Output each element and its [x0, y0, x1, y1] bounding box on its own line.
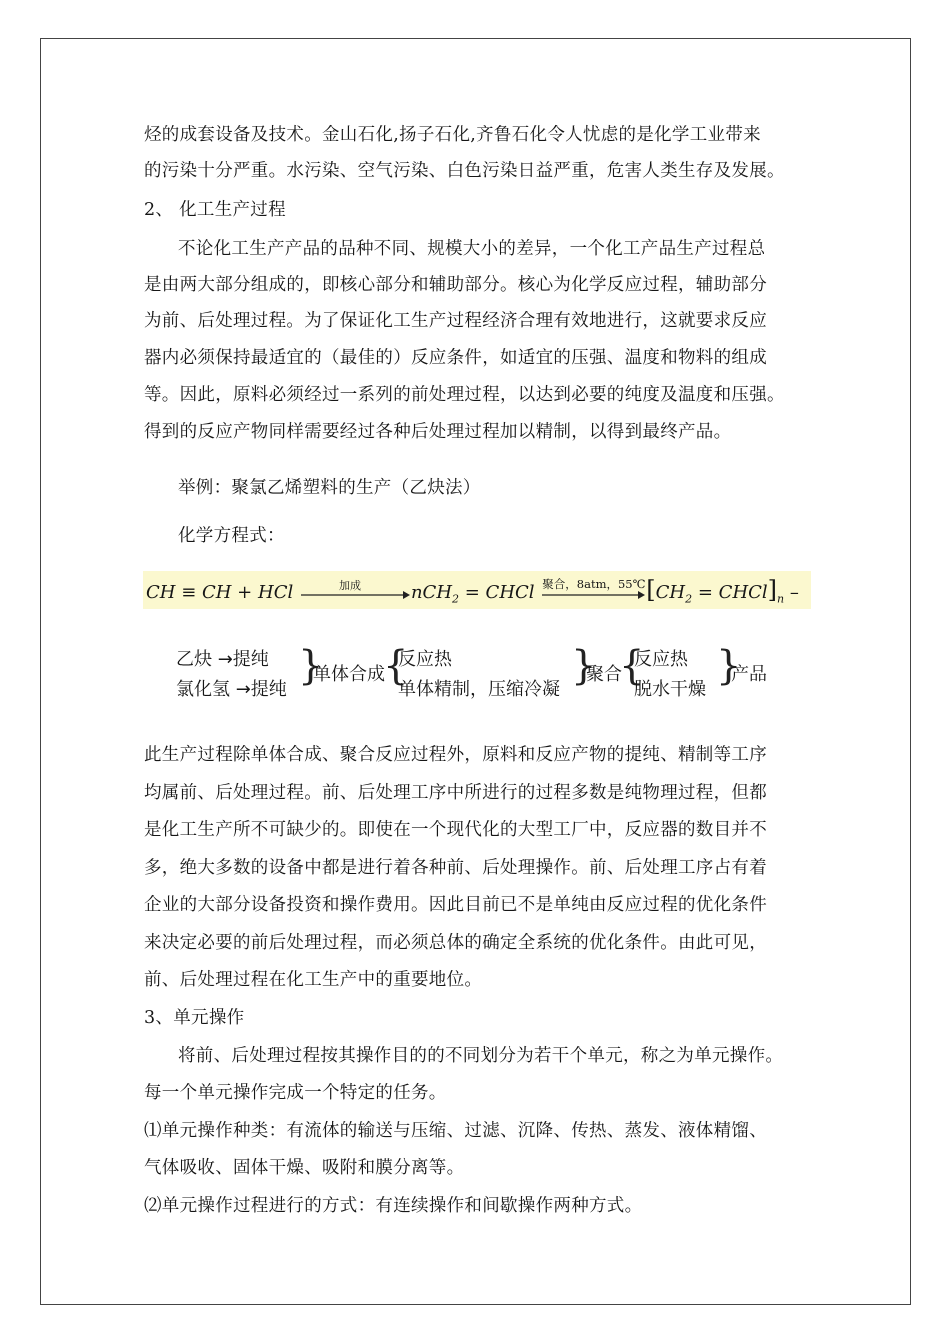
text-line: 每一个单元操作完成一个特定的任务。	[144, 1083, 447, 1103]
flow-brace-3: }	[571, 643, 597, 689]
eq-bracket-close: ]	[767, 576, 778, 604]
eq-arrow-1	[299, 579, 411, 603]
text-line: 来决定必要的前后处理过程，而必须总体的确定全系统的优化条件。由此可见，	[144, 933, 767, 953]
text-line: 器内必须保持最适宜的（最佳的）反应条件，如适宜的压强、温度和物料的组成	[144, 348, 767, 368]
eq-polymer-sub: 2	[685, 592, 693, 606]
text-line: 前、后处理过程在化工生产中的重要地位。	[144, 970, 483, 990]
text-line: 多，绝大多数的设备中都是进行着各种前、后处理操作。前、后处理工序占有着	[144, 858, 767, 878]
eq-polymer-rest: = CHCl	[692, 582, 768, 603]
text-line: ⑵单元操作过程进行的方式：有连续操作和间歇操作两种方式。	[144, 1196, 643, 1216]
text-line: 得到的反应产物同样需要经过各种后处理过程加以精制，以得到最终产品。	[144, 422, 732, 442]
text-line: 气体吸收、固体干燥、吸附和膜分离等。	[144, 1158, 465, 1178]
flow-step-product: 产品	[731, 664, 767, 685]
text-line: ⑴单元操作种类：有流体的输送与压缩、过滤、沉降、传热、蒸发、液体精馏、	[144, 1121, 767, 1141]
section-heading: 3、单元操作	[144, 1008, 245, 1028]
text-line: 不论化工生产产品的品种不同、规模大小的差异，一个化工产品生产过程总	[178, 239, 766, 259]
text-line: 为前、后处理过程。为了保证化工生产过程经济合理有效地进行，这就要求反应	[144, 311, 767, 331]
flow-polymerization-b: 脱水干燥	[634, 679, 706, 700]
flow-polymerization-a: 反应热	[634, 649, 688, 670]
eq-arrow-2-label: 聚合，8atm，55℃	[542, 577, 646, 591]
eq-polymer: CH	[655, 582, 686, 603]
eq-bracket-open: [	[646, 576, 656, 604]
flow-brace-4: {	[619, 643, 645, 689]
flow-synthesis-b: 单体精制，压缩冷凝	[398, 679, 560, 700]
eq-monomer: nCH	[410, 582, 453, 603]
flow-raw-1: 乙炔 →提纯	[176, 649, 269, 670]
text-line: 将前、后处理过程按其操作目的的不同划分为若干个单元，称之为单元操作。	[178, 1046, 784, 1066]
eq-monomer-rest: = CHCl	[459, 582, 535, 603]
text-line: 均属前、后处理过程。前、后处理工序中所进行的过程多数是纯物理过程，但都	[144, 783, 767, 803]
flow-raw-2: 氯化氢 →提纯	[176, 679, 287, 700]
flow-step-synthesis: 单体合成	[313, 664, 385, 685]
section-heading: 2、 化工生产过程	[144, 200, 286, 220]
eq-arrow-2	[540, 577, 646, 603]
text-line: 烃的成套设备及技术。金山石化,扬子石化,齐鲁石化令人忧虑的是化学工业带来	[144, 125, 761, 145]
eq-polymer-n: n	[777, 592, 785, 606]
text-line: 等。因此，原料必须经过一系列的前处理过程，以达到必要的纯度及温度和压强。	[144, 385, 785, 405]
text-line: 是由两大部分组成的，即核心部分和辅助部分。核心为化学反应过程，辅助部分	[144, 275, 767, 295]
flow-brace-1: }	[298, 643, 324, 689]
eq-monomer-sub: 2	[452, 592, 460, 606]
eq-tail: –	[784, 582, 799, 603]
text-line: 的污染十分严重。水污染、空气污染、白色污染日益严重，危害人类生存及发展。	[144, 161, 785, 181]
text-line: 企业的大部分设备投资和操作费用。因此目前已不是单纯由反应过程的优化条件	[144, 895, 767, 915]
page-border	[40, 38, 911, 1305]
eq-arrow-1-label: 加成	[338, 579, 361, 592]
flow-brace-2: {	[383, 643, 409, 689]
text-line: 此生产过程除单体合成、聚合反应过程外，原料和反应产物的提纯、精制等工序	[144, 745, 767, 765]
chemical-equation	[146, 577, 799, 613]
text-line: 是化工生产所不可缺少的。即使在一个现代化的大型工厂中，反应器的数目并不	[144, 820, 767, 840]
example-line: 举例：聚氯乙烯塑料的生产（乙炔法）	[178, 478, 481, 498]
flow-step-polymerization: 聚合	[586, 664, 622, 685]
flow-synthesis-a: 反应热	[398, 649, 452, 670]
eq-reactants: CH ≡ CH + HCl	[146, 582, 294, 603]
equation-label: 化学方程式：	[178, 526, 285, 546]
flow-brace-5: }	[716, 643, 742, 689]
